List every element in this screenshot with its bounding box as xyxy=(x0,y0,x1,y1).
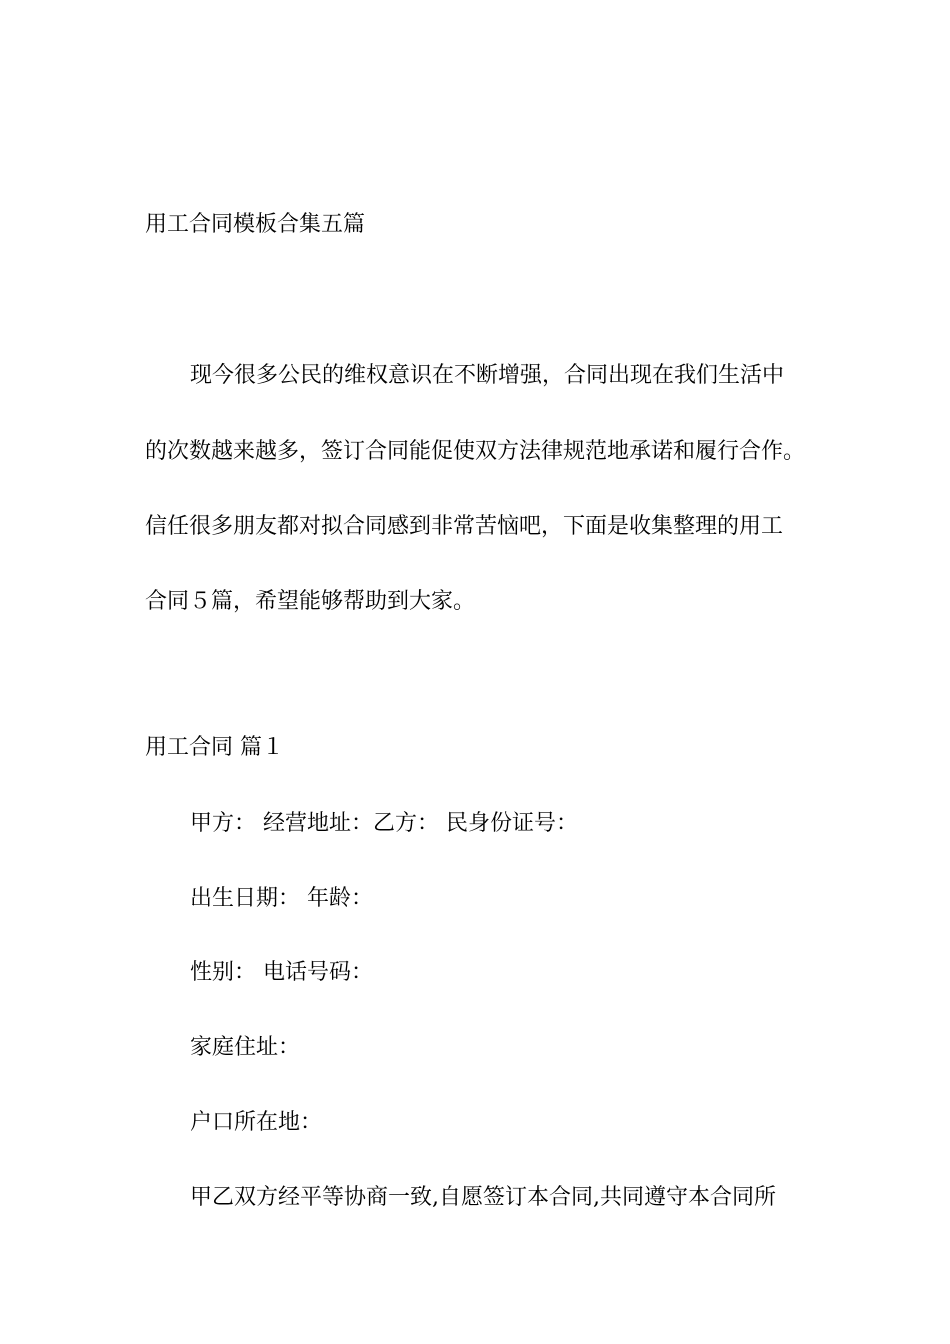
field-line-gender-phone: 性别： 电话号码： xyxy=(190,960,373,985)
field-line-household-registration: 户口所在地： xyxy=(190,1110,323,1135)
field-line-parties: 甲方： 经营地址：乙方： 民身份证号： xyxy=(190,811,578,836)
intro-line-1: 现今很多公民的维权意识在不断增强，合同出现在我们生活中 xyxy=(190,363,785,388)
intro-line-2: 的次数越来越多，签订合同能促使双方法律规范地承诺和履行合作。 xyxy=(145,439,806,464)
section-heading: 用工合同 篇１ xyxy=(145,735,284,760)
field-line-home-address: 家庭住址： xyxy=(190,1035,301,1060)
document-title: 用工合同模板合集五篇 xyxy=(145,212,366,237)
agreement-line: 甲乙双方经平等协商一致,自愿签订本合同,共同遵守本合同所 xyxy=(190,1185,776,1210)
field-line-birth-age: 出生日期： 年龄： xyxy=(190,886,373,911)
intro-line-3: 信任很多朋友都对拟合同感到非常苦恼吧，下面是收集整理的用工 xyxy=(145,514,784,539)
intro-line-4: 合同５篇，希望能够帮助到大家。 xyxy=(145,589,476,614)
